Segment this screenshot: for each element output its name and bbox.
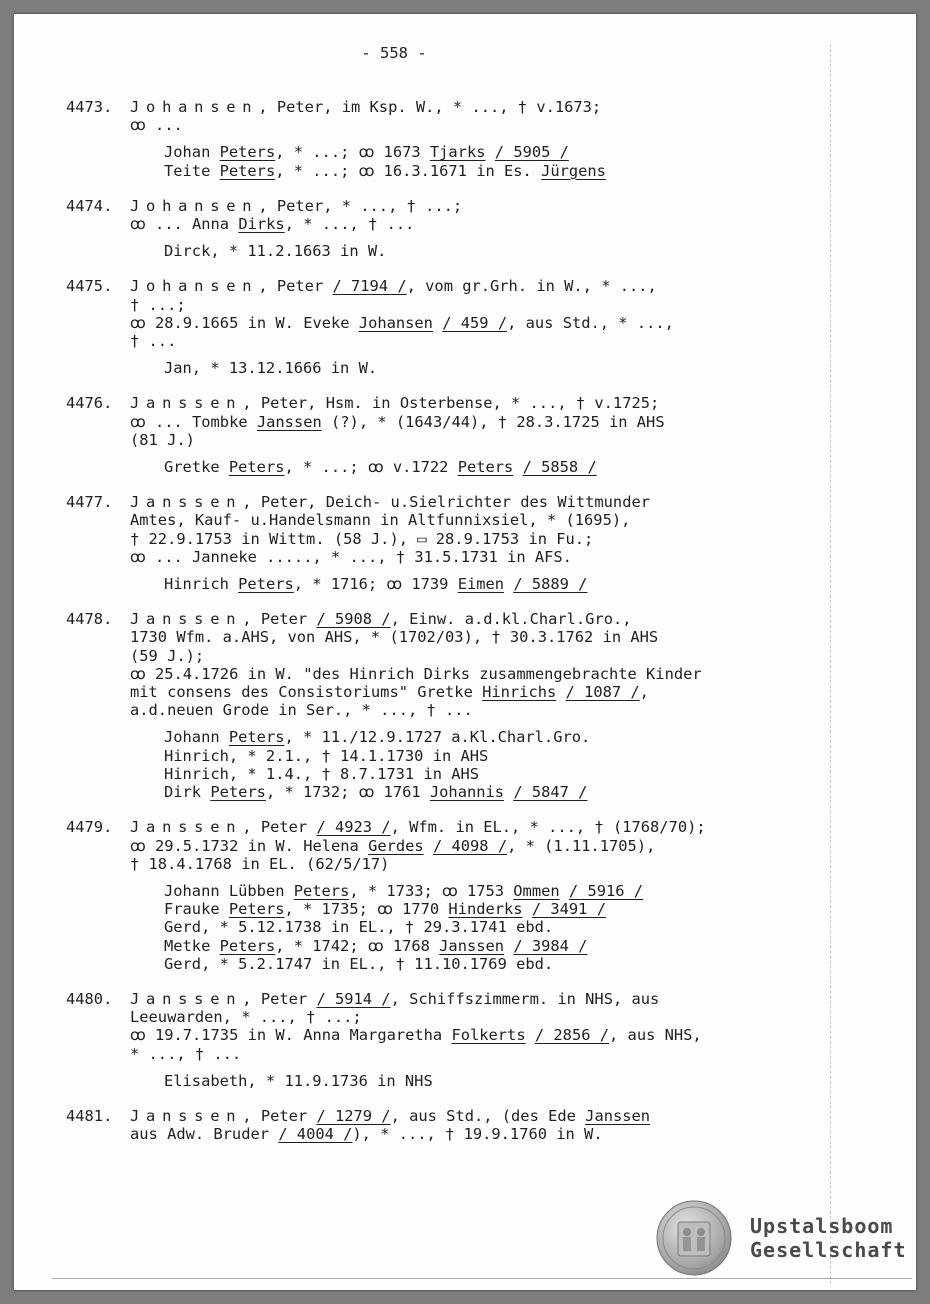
text-run: , * 1742; ꝏ 1768 — [275, 936, 440, 955]
text-run: mit consens des Consistoriums" Gretke — [130, 683, 483, 702]
entry-line — [130, 98, 826, 116]
text-run: , * ...; ꝏ 1673 — [275, 143, 430, 162]
underlined-name: Tjarks — [429, 143, 486, 162]
logo-line-1: Upstalsboom — [750, 1214, 894, 1238]
underlined-name: Jürgens — [541, 161, 606, 180]
text-run: , * ...; ꝏ v.1722 — [284, 458, 458, 477]
text-run — [504, 575, 513, 593]
entry-line — [130, 665, 826, 683]
upstalsboom-logo — [656, 1200, 907, 1276]
surname: Johansen — [130, 196, 259, 215]
children-list — [130, 575, 826, 593]
text-run — [504, 937, 513, 955]
surname: Janssen — [130, 493, 243, 512]
text-run: a.d.neuen Grode in Ser., * ..., † ... — [130, 701, 473, 720]
underlined-name: / 459 / — [442, 313, 508, 332]
text-run: † 18.4.1768 in EL. (62/5/17) — [130, 854, 390, 873]
underlined-name: / 4004 / — [278, 1125, 353, 1144]
entry-number: 4474. — [66, 196, 113, 215]
children-list — [130, 728, 826, 801]
text-run: Leeuwarden, * ..., † ...; — [130, 1008, 362, 1027]
text-run — [523, 900, 532, 918]
underlined-name: Peters — [238, 575, 294, 594]
child-line — [164, 242, 826, 260]
entry — [66, 818, 826, 973]
entry — [66, 493, 826, 593]
text-run: , — [639, 683, 649, 702]
text-run: , Peter, Deich- u.Sielrichter des Wittmunder — [242, 493, 650, 512]
surname: Janssen — [130, 610, 243, 629]
entry-line — [130, 277, 826, 295]
underlined-name: Peters — [457, 458, 514, 477]
entry-line — [130, 1045, 826, 1063]
text-run — [556, 683, 565, 701]
text-run: ), * ..., † 19.9.1760 in W. — [352, 1125, 603, 1144]
children-list — [130, 359, 826, 377]
text-run: , Peter, im Ksp. W., * ..., † v.1673; — [258, 98, 602, 116]
entry-line — [130, 493, 826, 511]
text-run: (?), * (1643/44), † 28.3.1725 in AHS — [321, 412, 665, 431]
children-list — [130, 882, 826, 973]
underlined-name: / 1279 / — [316, 1106, 391, 1125]
children-list — [130, 242, 826, 260]
entry-line — [130, 610, 826, 628]
text-run: Gretke — [164, 458, 229, 477]
underlined-name: Dirks — [238, 215, 285, 234]
text-run: , * ...; ꝏ 16.3.1671 in Es. — [275, 161, 542, 180]
entry-line — [130, 1107, 826, 1125]
underlined-name: Peters — [293, 881, 350, 900]
text-run: (81 J.) — [130, 430, 195, 449]
text-run: , Peter — [242, 610, 317, 629]
text-run: , Peter, * ..., † ...; — [258, 196, 463, 215]
text-run: Metke — [164, 936, 220, 955]
entry-line — [130, 548, 826, 566]
entry-line — [130, 837, 826, 855]
text-run: ꝏ ... Janneke ....., * ..., † 31.5.1731 in AFS. — [130, 547, 572, 566]
underlined-name: Gerdes — [368, 836, 424, 855]
entry-body — [130, 98, 826, 180]
entry-line — [130, 431, 826, 449]
text-run: , Peter — [242, 818, 317, 837]
underlined-name: Johannis — [429, 783, 505, 802]
text-run: , * 1735; ꝏ 1770 — [284, 900, 449, 919]
text-run: ꝏ ... Tombke — [130, 412, 257, 431]
text-run: Johann — [164, 728, 229, 747]
text-run — [513, 458, 522, 476]
text-run: Elisabeth, * 11.9.1736 in NHS — [164, 1071, 433, 1090]
text-run: Hinrich, * 1.4., † 8.7.1731 in AHS — [164, 764, 480, 783]
underlined-name: Peters — [228, 728, 285, 747]
child-line — [164, 882, 826, 900]
text-run: * ..., † ... — [130, 1044, 242, 1063]
underlined-name: Janssen — [439, 936, 505, 955]
text-run: , Peter — [258, 277, 333, 296]
underlined-name: / 5905 / — [494, 143, 569, 162]
text-run: , aus Std., (des Ede — [390, 1106, 586, 1125]
text-run: ꝏ 29.5.1732 in W. Helena — [130, 836, 369, 855]
entry — [66, 990, 826, 1090]
text-run: ꝏ 19.7.1735 in W. Anna Margaretha — [130, 1026, 452, 1045]
children-list — [130, 1072, 826, 1090]
text-run: (59 J.); — [130, 646, 205, 665]
surname: Johansen — [130, 98, 259, 116]
entry — [66, 1107, 826, 1143]
text-run: 1730 Wfm. a.AHS, von AHS, * (1702/03), † 30.3.1762 in AHS — [130, 628, 659, 647]
document-page — [14, 14, 916, 1290]
entry-number: 4481. — [66, 1106, 113, 1125]
entry — [66, 394, 826, 476]
entry-line — [130, 197, 826, 215]
text-run: Jan, * 13.12.1666 in W. — [164, 359, 378, 378]
underlined-name: / 3984 / — [513, 936, 588, 955]
text-run: , aus Std., * ..., — [507, 313, 674, 332]
underlined-name: Eimen — [457, 575, 505, 594]
text-run: , Peter — [242, 989, 317, 1008]
entry-line — [130, 215, 826, 233]
entry-line — [130, 332, 826, 350]
entry-line — [130, 628, 826, 646]
child-line — [164, 458, 826, 476]
text-run: , Wfm. in EL., * ..., † (1768/70); — [390, 818, 706, 837]
underlined-name: / 4098 / — [432, 836, 508, 855]
child-line — [164, 747, 826, 765]
entry-body — [130, 610, 826, 801]
entry — [66, 98, 826, 180]
text-run: Gerd, * 5.12.1738 in EL., † 29.3.1741 ebd. — [164, 918, 554, 937]
entry-line — [130, 296, 826, 314]
entry-number: 4479. — [66, 818, 113, 837]
text-run: , * 1732; ꝏ 1761 — [265, 783, 430, 802]
text-run: , vom gr.Grh. in W., * ..., — [406, 277, 657, 296]
child-line — [164, 900, 826, 918]
text-run: Dirck, * 11.2.1663 in W. — [164, 242, 387, 261]
entry-body — [130, 818, 826, 973]
surname: Janssen — [130, 818, 243, 837]
underlined-name: Johansen — [358, 313, 433, 332]
logo-text — [750, 1214, 907, 1262]
text-run: , * (1.11.1705), — [507, 836, 656, 855]
entry-number: 4475. — [66, 277, 113, 296]
underlined-name: / 1087 / — [565, 683, 640, 702]
surname: Janssen — [130, 989, 243, 1008]
underlined-name: / 5914 / — [316, 989, 391, 1008]
text-run: , Schiffszimmerm. in NHS, aus — [390, 989, 660, 1008]
entry-line — [130, 511, 826, 529]
genealogy-entries — [66, 98, 826, 1160]
surname: Johansen — [130, 277, 259, 296]
underlined-name: / 2856 / — [534, 1026, 610, 1045]
underlined-name: Hinrichs — [482, 683, 557, 702]
text-run: ꝏ 28.9.1665 in W. Eveke — [130, 313, 359, 332]
text-run: , Einw. a.d.kl.Charl.Gro., — [390, 610, 632, 629]
entry-line — [130, 530, 826, 548]
entry-number: 4473. — [66, 98, 113, 116]
underlined-name: / 5889 / — [513, 575, 588, 594]
entry — [66, 610, 826, 801]
bottom-rule — [52, 1278, 912, 1279]
child-line — [164, 955, 826, 973]
text-run: , * 1733; ꝏ 1753 — [349, 881, 514, 900]
text-run: Amtes, Kauf- u.Handelsmann in Altfunnixsiel, * (1695), — [130, 511, 631, 530]
text-run: aus Adw. Bruder — [130, 1125, 279, 1144]
text-run: † ...; — [130, 295, 186, 314]
underlined-name: Ommen — [513, 881, 560, 900]
underlined-name: / 4923 / — [316, 818, 391, 837]
seal-icon — [656, 1200, 732, 1276]
entry-line — [130, 701, 826, 719]
text-run: ꝏ 25.4.1726 in W. "des Hinrich Dirks zusammengebrachte Kinder — [130, 664, 702, 683]
underlined-name: Janssen — [585, 1106, 651, 1125]
entry-body — [130, 394, 826, 476]
entry-number: 4477. — [66, 493, 113, 512]
text-run: Johann Lübben — [164, 881, 294, 900]
entry — [66, 197, 826, 261]
underlined-name: / 5858 / — [522, 458, 597, 477]
text-run: Frauke — [164, 900, 229, 919]
child-line — [164, 143, 826, 161]
entry-line — [130, 1125, 826, 1143]
entry-number: 4478. — [66, 610, 113, 629]
underlined-name: Peters — [219, 936, 276, 955]
underlined-name: / 3491 / — [531, 900, 606, 919]
text-run: † ... — [130, 332, 177, 351]
entry-line — [130, 1026, 826, 1044]
text-run: Gerd, * 5.2.1747 in EL., † 11.10.1769 ebd. — [164, 954, 554, 973]
child-line — [164, 783, 826, 801]
text-run: , Peter, Hsm. in Osterbense, * ..., † v.1725; — [242, 394, 660, 413]
text-run: Johan — [164, 143, 220, 162]
entry-body — [130, 197, 826, 261]
text-run — [504, 783, 513, 801]
entry-body — [130, 990, 826, 1090]
text-run: Hinrich, * 2.1., † 14.1.1730 in AHS — [164, 746, 489, 765]
children-list — [130, 458, 826, 476]
text-run: , * 11./12.9.1727 a.Kl.Charl.Gro. — [284, 728, 591, 747]
child-line — [164, 937, 826, 955]
entry-line — [130, 647, 826, 665]
text-run — [486, 143, 495, 161]
child-line — [164, 918, 826, 936]
text-run: Teite — [164, 161, 220, 180]
underlined-name: Peters — [228, 458, 285, 477]
underlined-name: / 5847 / — [513, 783, 588, 802]
underlined-name: Janssen — [256, 412, 322, 431]
underlined-name: Peters — [219, 161, 276, 180]
entry-line — [130, 990, 826, 1008]
child-line — [164, 765, 826, 783]
underlined-name: Peters — [228, 900, 285, 919]
entry-line — [130, 1008, 826, 1026]
surname: Janssen — [130, 1106, 243, 1125]
text-run — [424, 837, 433, 855]
underlined-name: / 5908 / — [316, 610, 391, 629]
margin-line — [830, 44, 831, 1284]
text-run: ꝏ ... Anna — [130, 215, 239, 234]
child-line — [164, 359, 826, 377]
entry-body — [130, 277, 826, 377]
underlined-name: Folkerts — [451, 1026, 526, 1045]
underlined-name: Hinderks — [448, 900, 523, 919]
text-run: , Peter — [242, 1106, 317, 1125]
text-run: ꝏ ... — [130, 116, 183, 135]
underlined-name: Peters — [219, 143, 276, 162]
surname: Janssen — [130, 394, 243, 413]
underlined-name: Peters — [210, 783, 266, 802]
entry-line — [130, 116, 826, 134]
text-run — [526, 1026, 535, 1044]
child-line — [164, 1072, 826, 1090]
child-line — [164, 162, 826, 180]
entry-body — [130, 493, 826, 593]
entry-line — [130, 683, 826, 701]
child-line — [164, 575, 826, 593]
text-run — [560, 882, 569, 900]
logo-line-2: Gesellschaft — [750, 1238, 907, 1262]
entry-line — [130, 855, 826, 873]
text-run: Dirk — [164, 783, 211, 802]
child-line — [164, 728, 826, 746]
entry-line — [130, 394, 826, 412]
entry-line — [130, 413, 826, 431]
text-run: , * ..., † ... — [284, 215, 415, 234]
underlined-name: / 7194 / — [332, 277, 407, 296]
entry — [66, 277, 826, 377]
text-run: Hinrich — [164, 575, 239, 594]
entry-number: 4480. — [66, 989, 113, 1008]
underlined-name: / 5916 / — [568, 881, 644, 900]
entry-number: 4476. — [66, 394, 113, 413]
entry-body — [130, 1107, 826, 1143]
text-run: † 22.9.1753 in Wittm. (58 J.), ▭ 28.9.1753 in Fu.; — [130, 529, 594, 548]
entry-line — [130, 314, 826, 332]
page-number: - 558 - — [361, 44, 427, 62]
children-list — [130, 143, 826, 179]
text-run: , aus NHS, — [609, 1026, 702, 1045]
text-run — [433, 314, 442, 332]
text-run: , * 1716; ꝏ 1739 — [293, 575, 458, 594]
entry-line — [130, 818, 826, 836]
